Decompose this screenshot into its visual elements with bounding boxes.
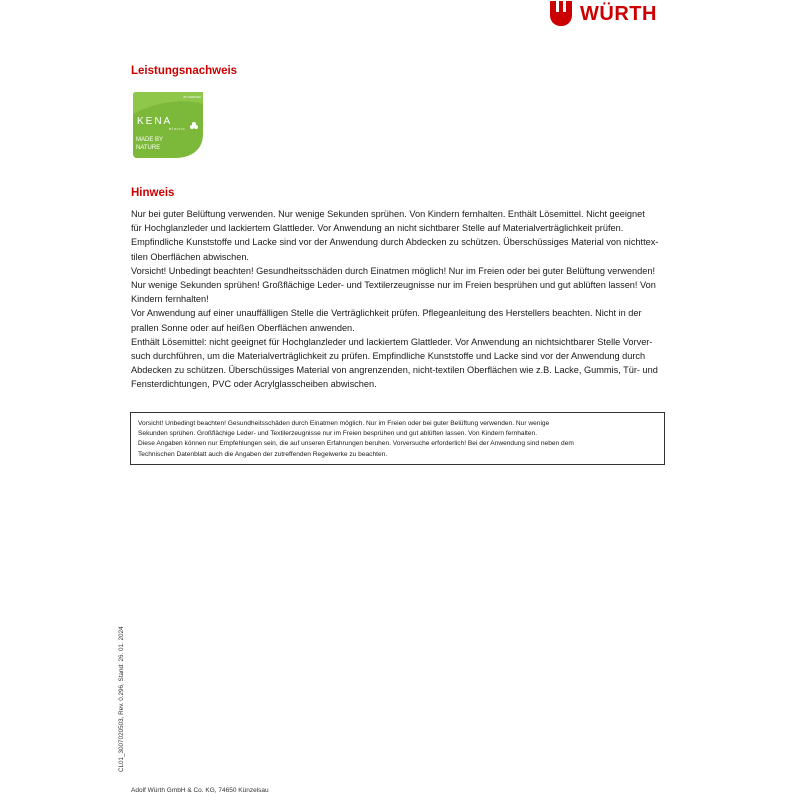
warning-line: Vorsicht! Unbedingt beachten! Gesundheitsschäden durch Einatmen möglich. Nur im Freien oder bei guter Belüftung verwenden. Nur wenige [138,420,550,427]
kena-made-by-nature-badge [131,90,206,160]
note-line: such durchführen, um die Materialverträglichkeit zu prüfen. Empfindliche Kunststoffe und Lacke sind vor der Anwendung durch [131,351,646,362]
note-line: prallen Sonne oder auf heißen Oberflächen anwenden. [131,322,355,333]
badge-line-2: NATURE [136,145,161,151]
note-line: Nur wenige Sekunden sprühen! Großflächige Leder- und Textilerzeugnisse nur im Freien besprühen und gut ablüften lassen! Von [131,280,656,291]
note-line: Abdecken zu schützen. Überschüssiges Material von angrenzenden, nicht-textilen Oberflächen wie z.B. Lacke, Gummis, Tür- und [131,365,658,376]
warning-line: Sekunden sprühen. Großflächige Leder- und Textilerzeugnisse nur im Freien besprühen und gut ablüften lassen. Von Kindern fernhalten. [138,430,538,438]
warning-line: Diese Angaben können nur Empfehlungen sein, die auf unseren Erfahrungen beruhen. Vorversuche erforderlich! Bei der Anwendung sind neben dem [138,440,574,448]
note-line: Vorsicht! Unbedingt beachten! Gesundheitsschäden durch Einatmen möglich! Nur im Freien oder bei guter Belüftung verwenden! [131,265,655,276]
note-line: Nur bei guter Belüftung verwenden. Nur wenige Sekunden sprühen. Von Kindern fernhalten. Enthält Lösemittel. Nicht geeignet [131,209,645,219]
badge-name: KENA [137,116,173,127]
section-title-note: Hinweis [131,187,175,199]
wuerth-logo-mark-icon [548,1,574,27]
badge-tag: BY KERONA [183,95,201,99]
section-title-performance: Leistungsnachweis [131,65,238,77]
document-revision-note: CL01_3007020503, Rev. 0.296, Stand: 26. 01. 2024 [118,626,125,772]
note-body [131,207,665,392]
note-line: Empfindliche Kunststoffe und Lacke sind vor der Anwendung durch Abdecken zu schützen. Überschüssiges Material von nichttex- [131,237,659,248]
warning-line: Technischen Datenblatt auch die Angaben der zutreffenden Regelwerke zu beachten. [138,450,388,458]
note-line: tilen Oberflächen abwischen. [131,251,249,262]
note-line: Enthält Lösemittel: nicht geeignet für Hochglanzleder und lackiertem Glattleder. Vor Anwendung an nichtsichtbarer Stelle Vorver- [131,336,653,347]
note-line: Kindern fernhalten! [131,294,209,305]
note-line: für Hochglanzleder und lackiertem Glattleder. Vor Anwendung an nicht sichtbarer Stelle auf Materialverträglichkeit prüfen. [131,223,624,234]
badge-line-1: MADE BY [136,137,164,143]
note-line: Fensterdichtungen, PVC oder Acrylglasscheiben abwischen. [131,379,377,390]
badge-sub: bionic [169,126,186,131]
note-line: Vor Anwendung auf einer unauffälligen Stelle die Verträglichkeit prüfen. Pflegeanleitung des Herstellers beachten. Nicht in der [131,308,642,319]
warning-box [130,412,665,465]
wuerth-logo [548,0,668,28]
footer-company: Adolf Würth GmbH & Co. KG, 74650 Künzelsau [131,787,269,794]
brand-name: WÜRTH [580,3,657,25]
